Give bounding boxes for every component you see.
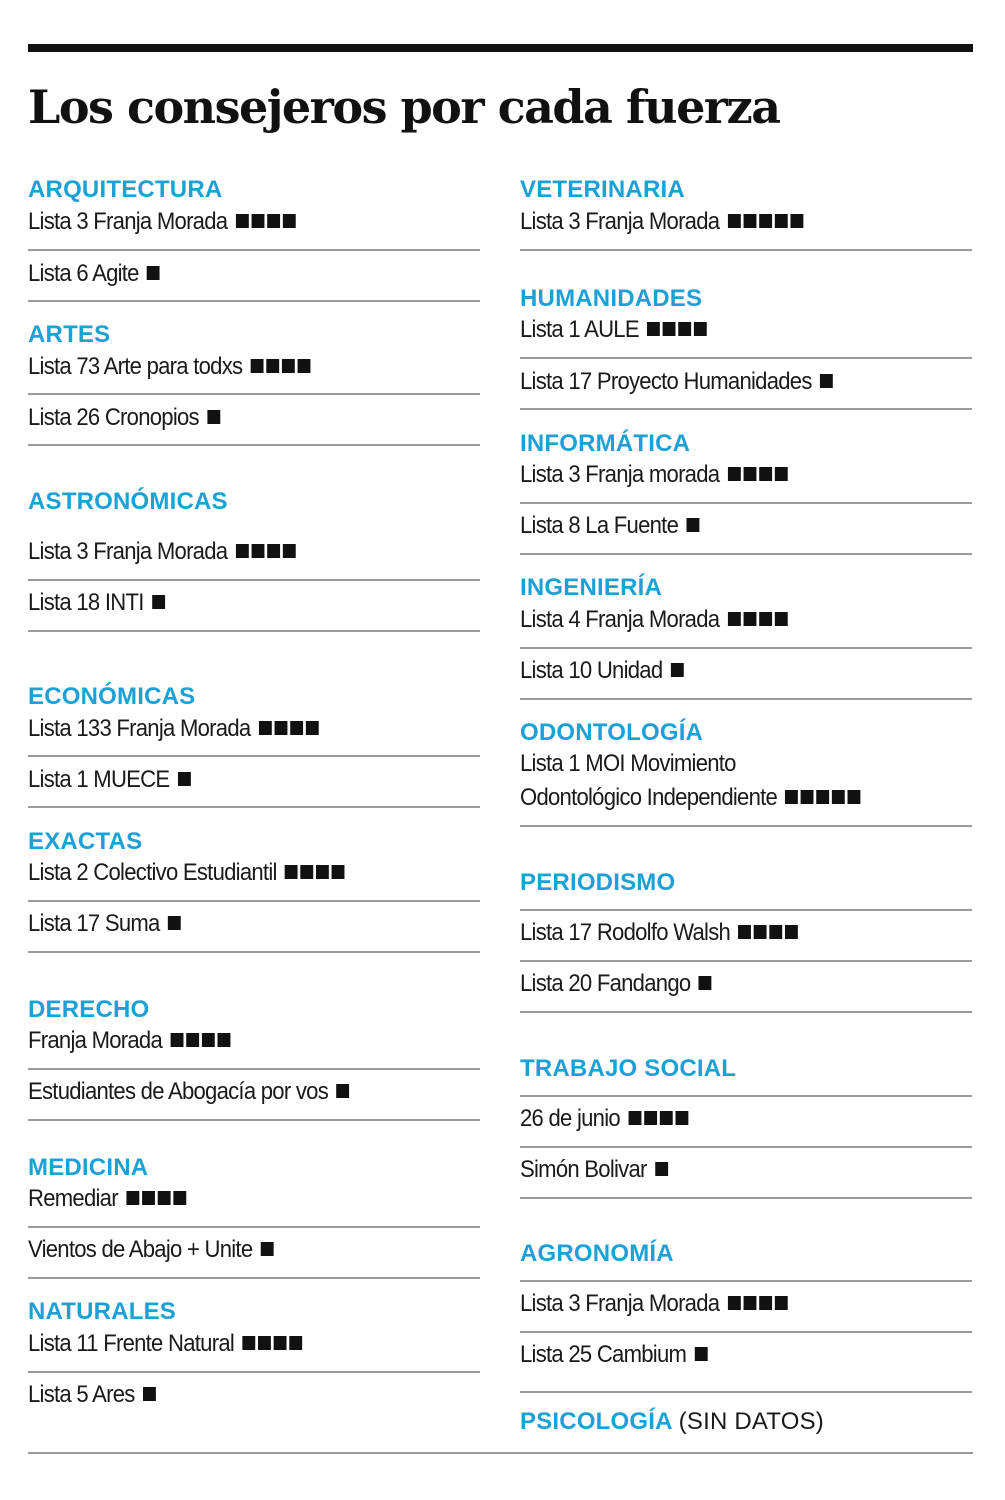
seat-squares <box>123 1185 186 1212</box>
faculty-heading: ARQUITECTURA <box>28 176 223 203</box>
list-entry <box>520 967 936 1001</box>
seat-square <box>820 374 833 388</box>
list-label: Lista 26 Cronopios <box>28 404 199 431</box>
seat-squares <box>240 1330 303 1357</box>
seat-squares <box>668 657 684 684</box>
seat-square <box>289 1336 302 1350</box>
list-entry <box>520 365 936 399</box>
divider <box>28 951 480 953</box>
list-entry <box>28 907 444 941</box>
seat-square <box>173 1191 186 1205</box>
bottom-rule <box>28 1452 973 1454</box>
seat-square <box>207 410 220 424</box>
seat-square <box>759 612 772 626</box>
seat-squares <box>692 1341 708 1368</box>
list-label: Lista 1 MUECE <box>28 766 170 793</box>
seat-square <box>785 790 798 804</box>
divider <box>28 249 480 251</box>
faculty-heading: PERIODISMO <box>520 869 676 896</box>
seat-square <box>283 214 296 228</box>
divider <box>520 1197 972 1199</box>
seat-square <box>261 1242 274 1256</box>
seat-square <box>775 1296 788 1310</box>
seat-square <box>728 1296 741 1310</box>
list-entry <box>28 712 444 746</box>
seat-squares <box>248 353 311 380</box>
list-label: Lista 2 Colectivo Estudiantil <box>28 859 277 886</box>
divider <box>520 1095 972 1097</box>
seat-square <box>655 1162 668 1176</box>
list-label-line1: Lista 1 MOI Movimiento <box>520 750 736 777</box>
list-entry <box>520 1153 936 1187</box>
faculty-heading: TRABAJO SOCIAL <box>520 1055 737 1082</box>
faculty-heading: HUMANIDADES <box>520 285 703 312</box>
no-data-note: (SIN DATOS) <box>678 1408 824 1435</box>
seat-square <box>126 1191 139 1205</box>
seat-square <box>663 322 676 336</box>
list-label: Lista 1 AULE <box>520 316 639 343</box>
faculty-heading: ECONÓMICAS <box>28 683 196 710</box>
list-label: 26 de junio <box>520 1105 620 1132</box>
seat-square <box>832 790 845 804</box>
divider <box>520 647 972 649</box>
divider <box>28 1371 480 1373</box>
seat-square <box>258 1336 271 1350</box>
seat-square <box>694 322 707 336</box>
seat-square <box>147 266 160 280</box>
seat-squares <box>736 919 799 946</box>
seat-square <box>298 359 311 373</box>
seat-square <box>694 1347 707 1361</box>
list-label: Lista 11 Frente Natural <box>28 1330 235 1357</box>
list-entry <box>28 1024 444 1058</box>
list-label: Vientos de Abajo + Unite <box>28 1236 253 1263</box>
seat-square <box>267 544 280 558</box>
seat-square <box>259 721 272 735</box>
seat-square <box>759 214 772 228</box>
seat-square <box>775 467 788 481</box>
list-entry <box>520 509 936 543</box>
seat-squares <box>652 1156 668 1183</box>
seat-square <box>743 612 756 626</box>
list-label: Simón Bolivar <box>520 1156 647 1183</box>
list-label: Estudiantes de Abogacía por vos <box>28 1078 329 1105</box>
list-entry <box>520 603 936 637</box>
seat-square <box>251 359 264 373</box>
divider <box>520 357 972 359</box>
seat-square <box>336 1084 349 1098</box>
seat-squares <box>204 404 220 431</box>
list-entry <box>28 1233 444 1267</box>
divider <box>28 393 480 395</box>
list-entry <box>28 1378 444 1412</box>
divider <box>520 1391 972 1393</box>
seat-square <box>728 467 741 481</box>
seat-square <box>266 359 279 373</box>
divider <box>28 630 480 632</box>
seat-square <box>274 1336 287 1350</box>
seat-squares <box>725 1290 788 1317</box>
faculty-heading: INFORMÁTICA <box>520 430 691 457</box>
divider <box>28 579 480 581</box>
seat-square <box>628 1111 641 1125</box>
list-entry <box>28 350 444 384</box>
seat-square <box>671 663 684 677</box>
left-column <box>28 0 480 1500</box>
seat-square <box>316 865 329 879</box>
seat-square <box>186 1033 199 1047</box>
divider <box>28 900 480 902</box>
divider <box>520 909 972 911</box>
divider <box>28 1277 480 1279</box>
list-label: Lista 3 Franja morada <box>520 461 720 488</box>
seat-square <box>217 1033 230 1047</box>
seat-square <box>142 1191 155 1205</box>
list-label: Remediar <box>28 1185 118 1212</box>
seat-squares <box>165 910 181 937</box>
seat-square <box>728 612 741 626</box>
seat-square <box>699 976 712 990</box>
seat-square <box>743 1296 756 1310</box>
seat-square <box>775 214 788 228</box>
seat-square <box>274 721 287 735</box>
list-entry <box>28 535 444 569</box>
seat-square <box>647 322 660 336</box>
seat-square <box>817 790 830 804</box>
seat-squares <box>149 589 165 616</box>
seat-squares <box>725 606 788 633</box>
seat-square <box>743 467 756 481</box>
seat-squares <box>684 512 700 539</box>
seat-square <box>738 925 751 939</box>
seat-squares <box>140 1381 156 1408</box>
right-column <box>520 0 972 1500</box>
seat-squares <box>783 784 861 811</box>
divider <box>520 1280 972 1282</box>
list-entry <box>520 1338 936 1372</box>
list-entry <box>520 205 936 239</box>
seat-square <box>236 214 249 228</box>
seat-square <box>848 790 861 804</box>
seat-square <box>267 214 280 228</box>
seat-square <box>775 612 788 626</box>
divider <box>28 444 480 446</box>
list-label: Lista 8 La Fuente <box>520 512 679 539</box>
seat-square <box>301 865 314 879</box>
seat-square <box>660 1111 673 1125</box>
faculty-heading: AGRONOMÍA <box>520 1240 674 1267</box>
list-entry <box>28 763 444 797</box>
divider <box>28 1226 480 1228</box>
divider <box>520 960 972 962</box>
list-entry <box>28 1075 444 1109</box>
seat-square <box>759 467 772 481</box>
list-label: Lista 6 Agite <box>28 260 139 287</box>
seat-square <box>728 214 741 228</box>
seat-square <box>283 544 296 558</box>
list-entry <box>520 458 936 492</box>
seat-square <box>157 1191 170 1205</box>
list-label: Lista 17 Proyecto Humanidades <box>520 368 812 395</box>
seat-square <box>202 1033 215 1047</box>
divider <box>520 502 972 504</box>
divider <box>520 698 972 700</box>
seat-squares <box>256 715 319 742</box>
faculty-heading-text: PSICOLOGÍA <box>520 1408 672 1435</box>
divider <box>520 249 972 251</box>
list-label: Lista 25 Cambium <box>520 1341 687 1368</box>
list-label: Lista 18 INTI <box>28 589 144 616</box>
divider <box>520 1146 972 1148</box>
seat-squares <box>644 316 707 343</box>
faculty-heading: DERECHO <box>28 996 150 1023</box>
list-label: Lista 3 Franja Morada <box>520 208 720 235</box>
list-entry <box>520 313 936 347</box>
faculty-heading <box>520 1408 824 1436</box>
list-label: Lista 73 Arte para todxs <box>28 353 243 380</box>
faculty-heading: ASTRONÓMICAS <box>28 488 228 515</box>
list-entry <box>520 916 936 950</box>
seat-square <box>170 1033 183 1047</box>
list-label: Lista 4 Franja Morada <box>520 606 720 633</box>
seat-square <box>143 1387 156 1401</box>
list-label: Lista 5 Ares <box>28 1381 135 1408</box>
seat-square <box>770 925 783 939</box>
seat-square <box>686 518 699 532</box>
list-entry <box>520 654 936 688</box>
list-label: Lista 133 Franja Morada <box>28 715 251 742</box>
list-label: Lista 17 Suma <box>28 910 160 937</box>
list-label: Odontológico Independiente <box>520 784 778 811</box>
seat-square <box>790 214 803 228</box>
divider <box>520 553 972 555</box>
faculty-heading: ODONTOLOGÍA <box>520 719 704 746</box>
seat-square <box>759 1296 772 1310</box>
seat-squares <box>334 1078 350 1105</box>
seat-square <box>678 322 691 336</box>
list-entry <box>28 856 444 890</box>
list-label: Lista 10 Unidad <box>520 657 663 684</box>
list-entry <box>28 205 444 239</box>
seat-square <box>285 865 298 879</box>
list-entry <box>520 1287 936 1321</box>
seat-square <box>754 925 767 939</box>
faculty-heading: MEDICINA <box>28 1154 149 1181</box>
seat-square <box>178 772 191 786</box>
list-entry <box>520 747 936 781</box>
seat-square <box>282 359 295 373</box>
list-entry <box>28 1327 444 1361</box>
list-entry <box>28 1182 444 1216</box>
seat-square <box>251 544 264 558</box>
list-entry <box>520 1102 936 1136</box>
seat-square <box>242 1336 255 1350</box>
seat-square <box>675 1111 688 1125</box>
seat-square <box>152 595 165 609</box>
divider <box>28 1068 480 1070</box>
seat-squares <box>233 208 296 235</box>
faculty-heading: VETERINARIA <box>520 176 685 203</box>
divider <box>520 408 972 410</box>
seat-square <box>332 865 345 879</box>
divider <box>28 755 480 757</box>
faculty-heading: EXACTAS <box>28 828 143 855</box>
divider <box>520 1011 972 1013</box>
faculty-heading: INGENIERÍA <box>520 574 663 601</box>
list-label: Franja Morada <box>28 1027 163 1054</box>
seat-square <box>644 1111 657 1125</box>
list-label: Lista 17 Rodolfo Walsh <box>520 919 731 946</box>
seat-squares <box>168 1027 231 1054</box>
seat-square <box>236 544 249 558</box>
seat-squares <box>175 766 191 793</box>
seat-squares <box>625 1105 688 1132</box>
divider <box>28 806 480 808</box>
list-entry <box>520 781 936 815</box>
seat-squares <box>144 260 160 287</box>
seat-square <box>168 916 181 930</box>
divider <box>28 300 480 302</box>
seat-squares <box>725 208 803 235</box>
divider <box>520 1331 972 1333</box>
seat-square <box>801 790 814 804</box>
faculty-heading: ARTES <box>28 321 111 348</box>
list-label: Lista 20 Fandango <box>520 970 691 997</box>
seat-squares <box>725 461 788 488</box>
seat-squares <box>233 538 296 565</box>
seat-square <box>290 721 303 735</box>
seat-squares <box>258 1236 274 1263</box>
page-title: Los consejeros por cada fuerza <box>28 80 780 134</box>
seat-square <box>785 925 798 939</box>
seat-square <box>743 214 756 228</box>
list-entry <box>28 257 444 291</box>
list-label: Lista 3 Franja Morada <box>28 208 228 235</box>
list-label: Lista 3 Franja Morada <box>520 1290 720 1317</box>
seat-squares <box>282 859 345 886</box>
seat-squares <box>696 970 712 997</box>
divider <box>520 825 972 827</box>
seat-squares <box>817 368 833 395</box>
divider <box>28 1119 480 1121</box>
seat-square <box>251 214 264 228</box>
list-label: Lista 3 Franja Morada <box>28 538 228 565</box>
list-entry <box>28 401 444 435</box>
seat-square <box>306 721 319 735</box>
faculty-heading: NATURALES <box>28 1298 177 1325</box>
list-entry <box>28 586 444 620</box>
